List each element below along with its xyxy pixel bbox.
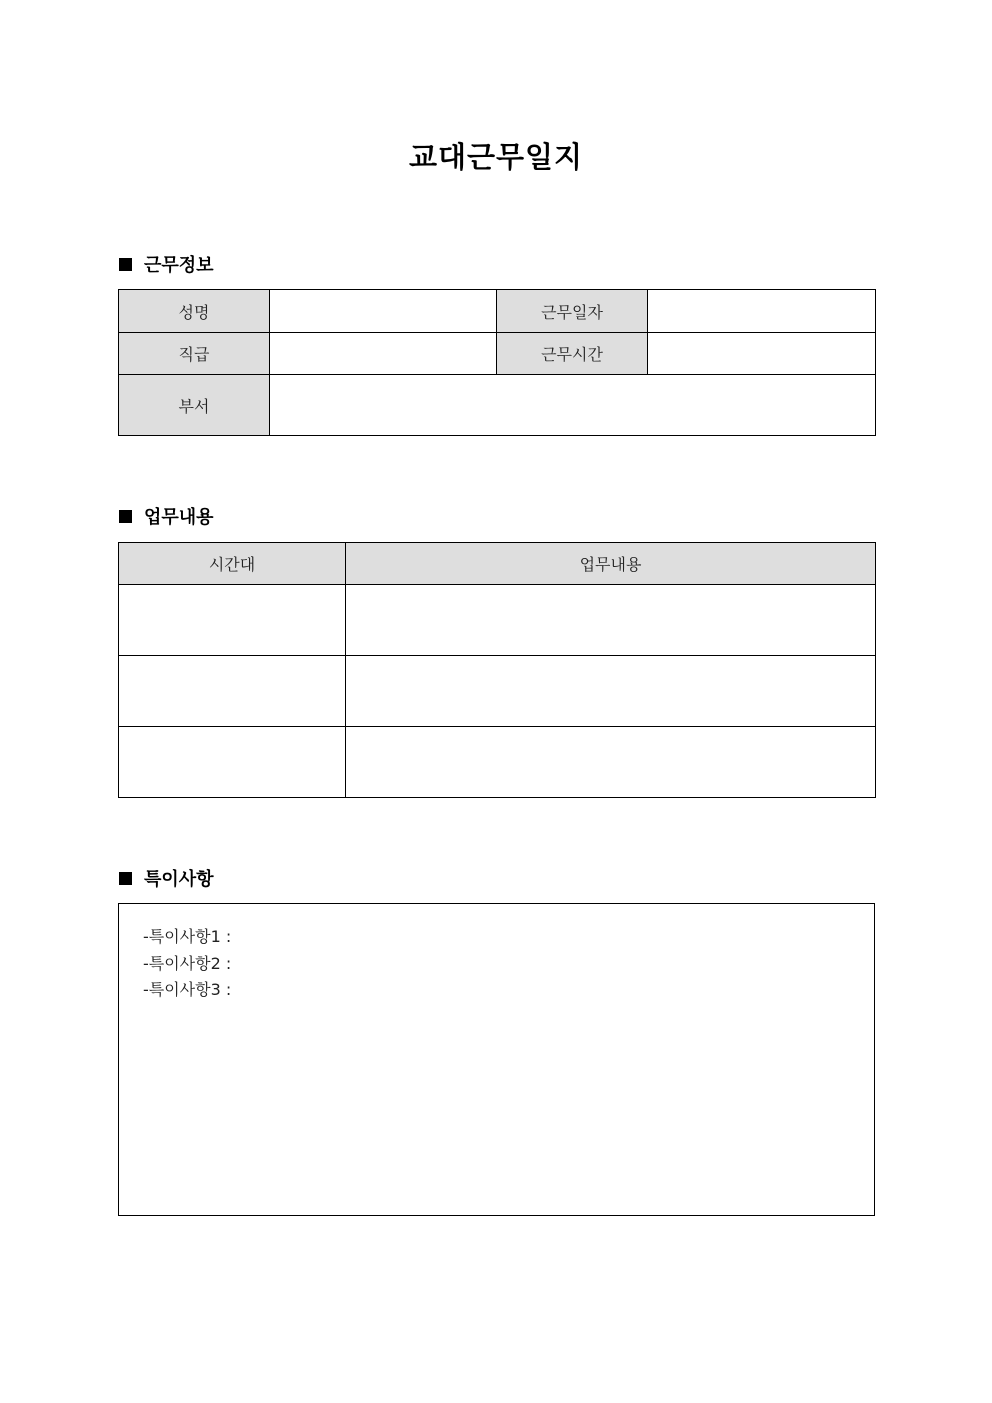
column-header-work-content: 업무내용 (346, 543, 876, 585)
table-row (119, 333, 876, 375)
work-content-field[interactable] (346, 585, 876, 656)
table-row (119, 585, 876, 656)
work-hours-label: 근무시간 (497, 333, 648, 375)
department-field[interactable] (270, 375, 876, 436)
time-slot-field[interactable] (119, 656, 346, 727)
work-info-table (118, 289, 876, 436)
square-bullet-icon (119, 510, 132, 523)
table-header-row (119, 543, 876, 585)
table-row (119, 656, 876, 727)
table-row (119, 290, 876, 333)
work-hours-field[interactable] (648, 333, 876, 375)
section-heading-text: 특이사항 (144, 869, 214, 890)
section-heading-work-info (119, 252, 214, 276)
time-slot-field[interactable] (119, 727, 346, 798)
table-row (119, 727, 876, 798)
section-heading-work-content (119, 504, 214, 528)
rank-label: 직급 (119, 333, 270, 375)
notes-line-2: -특이사항2 : (143, 953, 232, 973)
column-header-time-slot: 시간대 (119, 543, 346, 585)
work-content-field[interactable] (346, 727, 876, 798)
notes-line-3: -특이사항3 : (143, 980, 232, 999)
work-content-field[interactable] (346, 656, 876, 727)
work-date-label: 근무일자 (497, 290, 648, 333)
section-heading-text: 업무내용 (144, 507, 214, 528)
section-heading-notes (119, 866, 214, 890)
notes-line-1: -특이사항1 : (143, 927, 232, 946)
square-bullet-icon (119, 872, 132, 885)
name-label: 성명 (119, 290, 270, 333)
rank-field[interactable] (270, 333, 497, 375)
table-row (119, 375, 876, 436)
work-date-field[interactable] (648, 290, 876, 333)
document-title: 교대근무일지 (408, 140, 584, 174)
work-content-table (118, 542, 876, 798)
time-slot-field[interactable] (119, 585, 346, 656)
section-heading-text: 근무정보 (144, 255, 214, 276)
department-label: 부서 (119, 375, 270, 436)
name-field[interactable] (270, 290, 497, 333)
square-bullet-icon (119, 258, 132, 271)
notes-box[interactable] (118, 903, 875, 1216)
